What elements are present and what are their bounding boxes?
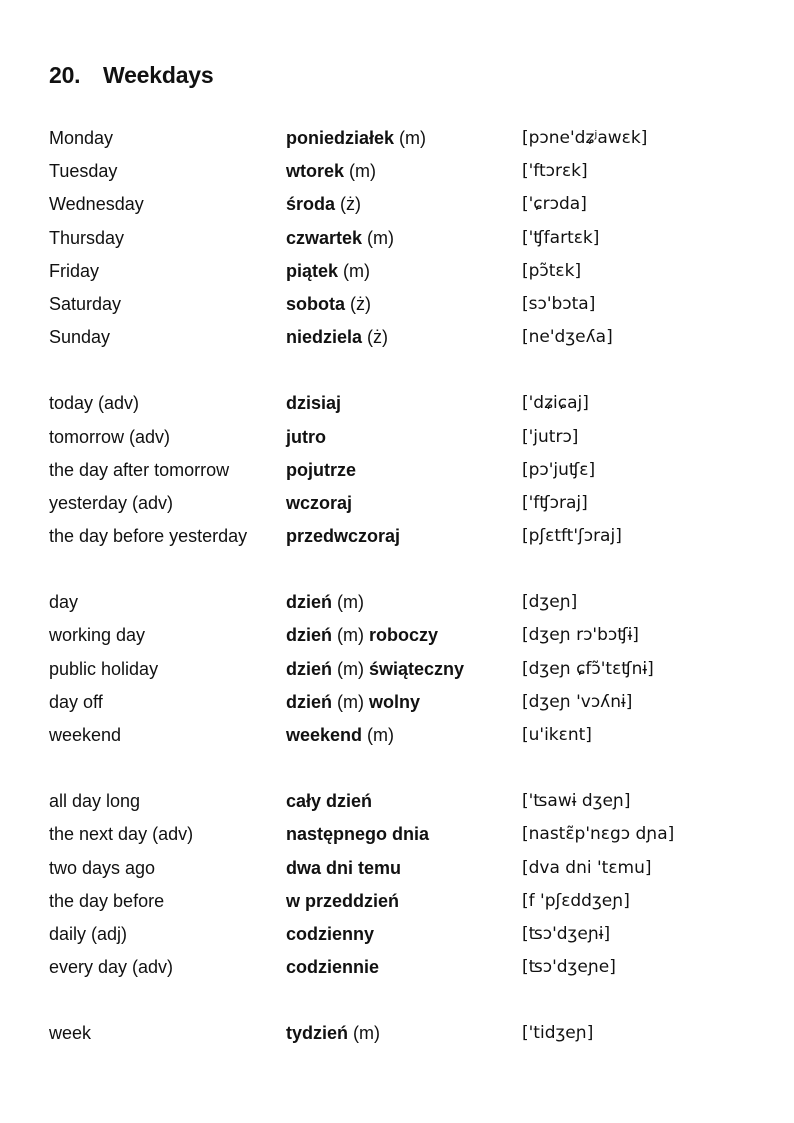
pronunciation: [ne'dʒeʎa] <box>522 327 613 348</box>
polish-word: jutro <box>286 426 326 447</box>
chapter-number: 20. <box>49 62 81 88</box>
vocab-row <box>49 820 769 853</box>
polish-term <box>286 854 401 882</box>
english-term: yesterday (adv) <box>49 492 174 513</box>
polish-term <box>286 522 400 550</box>
vocab-row <box>49 456 769 489</box>
english-term: Wednesday <box>49 194 144 215</box>
gender-marker: (ż) <box>335 194 362 215</box>
polish-word: tydzień <box>286 1023 349 1044</box>
polish-term <box>286 688 420 716</box>
english-term: all day long <box>49 791 141 812</box>
pronunciation: [dʒeɲ ɕfɔ̃'tɛʧnɨ] <box>522 658 654 679</box>
pronunciation: ['ʧfartɛk] <box>522 227 600 248</box>
polish-word: pojutrze <box>286 459 356 480</box>
vocab-row <box>49 423 769 456</box>
vocab-row <box>49 389 769 422</box>
polish-term <box>286 456 356 484</box>
polish-word: niedziela <box>286 327 363 348</box>
english-term: two days ago <box>49 857 156 878</box>
polish-term <box>286 655 464 683</box>
english-term: working day <box>49 625 146 646</box>
vocab-group <box>49 124 769 356</box>
gender-marker: (m) <box>332 592 364 613</box>
pronunciation: [dʒeɲ rɔ'bɔʧɨ] <box>522 625 639 646</box>
pronunciation: ['jutrɔ] <box>522 426 579 447</box>
pronunciation: [pɔ̃tɛk] <box>522 260 582 281</box>
pronunciation: [dva dni 'tɛmu] <box>522 857 652 878</box>
vocab-row <box>49 588 769 621</box>
polish-word: weekend <box>286 725 363 745</box>
polish-term <box>286 190 361 218</box>
polish-word: następnego dnia <box>286 824 430 845</box>
english-term: Tuesday <box>49 161 118 182</box>
polish-word: dzień <box>286 691 333 712</box>
english-term: day <box>49 592 79 613</box>
vocab-group <box>49 1019 769 1052</box>
vocab-row <box>49 655 769 688</box>
pronunciation: [u'ikɛnt] <box>522 725 592 745</box>
english-term: the day after tomorrow <box>49 459 230 480</box>
gender-marker: (m) <box>344 161 377 182</box>
pronunciation: ['ʦawɨ dʒeɲ] <box>522 791 631 812</box>
pronunciation: ['tidʒeɲ] <box>522 1023 594 1044</box>
pronunciation: [dʒeɲ 'vɔʎnɨ] <box>522 691 633 712</box>
polish-word: wolny <box>369 691 421 712</box>
vocab-row <box>49 257 769 290</box>
gender-marker: (m) <box>332 691 369 712</box>
polish-word: codziennie <box>286 957 380 978</box>
vocab-row <box>49 621 769 654</box>
pronunciation: ['ftɔrɛk] <box>522 161 588 182</box>
pronunciation: ['ɕrɔda] <box>522 194 587 215</box>
vocab-row <box>49 290 769 323</box>
polish-word: poniedziałek <box>286 128 395 148</box>
english-term: today (adv) <box>49 393 140 414</box>
vocab-row <box>49 953 769 986</box>
vocab-row <box>49 1019 769 1052</box>
gender-marker: (ż) <box>345 293 372 314</box>
polish-term <box>286 124 426 152</box>
vocab-group <box>49 588 769 754</box>
gender-marker: (m) <box>332 658 369 679</box>
pronunciation: [sɔ'bɔta] <box>522 293 596 314</box>
polish-term <box>286 721 394 749</box>
vocab-row <box>49 920 769 953</box>
vocab-row <box>49 323 769 356</box>
polish-term <box>286 920 374 948</box>
vocab-row <box>49 787 769 820</box>
polish-term <box>286 887 399 915</box>
pronunciation: [dʒeɲ] <box>522 592 578 613</box>
polish-word: wczoraj <box>286 492 353 513</box>
vocab-group <box>49 787 769 986</box>
english-term: daily (adj) <box>49 923 128 944</box>
vocabulary-table <box>49 124 769 1086</box>
polish-term <box>286 621 438 649</box>
polish-word: dzisiaj <box>286 393 342 414</box>
english-term: the day before yesterday <box>49 526 248 547</box>
english-term: weekend <box>49 725 122 745</box>
polish-word: środa <box>286 194 336 215</box>
vocab-row <box>49 887 769 920</box>
english-term: tomorrow (adv) <box>49 426 171 447</box>
polish-term <box>286 389 341 417</box>
polish-term <box>286 1019 380 1047</box>
polish-word: wtorek <box>286 161 345 182</box>
polish-word: świąteczny <box>369 658 465 679</box>
polish-term <box>286 157 376 185</box>
polish-word: dzień <box>286 658 333 679</box>
pronunciation: [ʦɔ'dʒeɲe] <box>522 957 616 978</box>
english-term: every day (adv) <box>49 957 174 978</box>
polish-term <box>286 290 371 318</box>
english-term: public holiday <box>49 658 159 679</box>
vocab-group <box>49 389 769 555</box>
polish-word: czwartek <box>286 227 363 248</box>
vocab-row <box>49 854 769 887</box>
polish-word: dwa dni temu <box>286 857 402 878</box>
polish-word: cały dzień <box>286 791 373 812</box>
gender-marker: (m) <box>362 227 395 248</box>
gender-marker: (m) <box>362 725 395 745</box>
polish-term <box>286 953 379 981</box>
vocab-row <box>49 489 769 522</box>
gender-marker: (m) <box>348 1023 380 1044</box>
gender-marker: (m) <box>394 128 427 148</box>
gender-marker: (m) <box>338 260 371 281</box>
polish-term <box>286 323 388 351</box>
english-term: the day before <box>49 890 165 911</box>
polish-word: roboczy <box>369 625 439 646</box>
polish-word: przedwczoraj <box>286 526 401 547</box>
vocab-row <box>49 157 769 190</box>
polish-word: dzień <box>286 625 333 646</box>
polish-term <box>286 423 326 451</box>
polish-term <box>286 224 394 252</box>
english-term: week <box>49 1023 92 1044</box>
polish-term <box>286 489 352 517</box>
gender-marker: (m) <box>332 625 369 646</box>
gender-marker: (ż) <box>362 327 389 348</box>
english-term: day off <box>49 691 103 712</box>
pronunciation: [ʦɔ'dʒeɲɨ] <box>522 923 611 944</box>
vocab-row <box>49 190 769 223</box>
vocab-row <box>49 224 769 257</box>
chapter-title: Weekdays <box>103 62 214 88</box>
english-term: Thursday <box>49 227 125 248</box>
page-title <box>49 62 214 89</box>
polish-term <box>286 588 364 616</box>
polish-word: w przeddzień <box>286 890 400 911</box>
pronunciation: ['dʑiɕaj] <box>522 393 589 414</box>
polish-term <box>286 787 372 815</box>
polish-word: sobota <box>286 293 346 314</box>
english-term: the next day (adv) <box>49 824 194 845</box>
vocab-row <box>49 688 769 721</box>
polish-term <box>286 820 429 848</box>
polish-word: piątek <box>286 260 339 281</box>
english-term: Sunday <box>49 327 111 348</box>
polish-term <box>286 257 370 285</box>
pronunciation: [f 'pʃɛddʒeɲ] <box>522 890 630 911</box>
pronunciation: [pɔne'dʑʲawɛk] <box>522 128 648 148</box>
polish-word: dzień <box>286 592 333 613</box>
pronunciation: ['fʧɔraj] <box>522 492 588 513</box>
vocab-row <box>49 522 769 555</box>
english-term: Saturday <box>49 293 122 314</box>
english-term: Friday <box>49 260 100 281</box>
vocab-row <box>49 124 769 157</box>
polish-word: codzienny <box>286 923 375 944</box>
vocab-row <box>49 721 769 754</box>
pronunciation: [pʃɛtft'ʃɔraj] <box>522 526 622 547</box>
pronunciation: [pɔ'juʧɛ] <box>522 459 596 480</box>
pronunciation: [nastɛ̃p'nɛgɔ dɲa] <box>522 824 675 845</box>
english-term: Monday <box>49 128 114 148</box>
